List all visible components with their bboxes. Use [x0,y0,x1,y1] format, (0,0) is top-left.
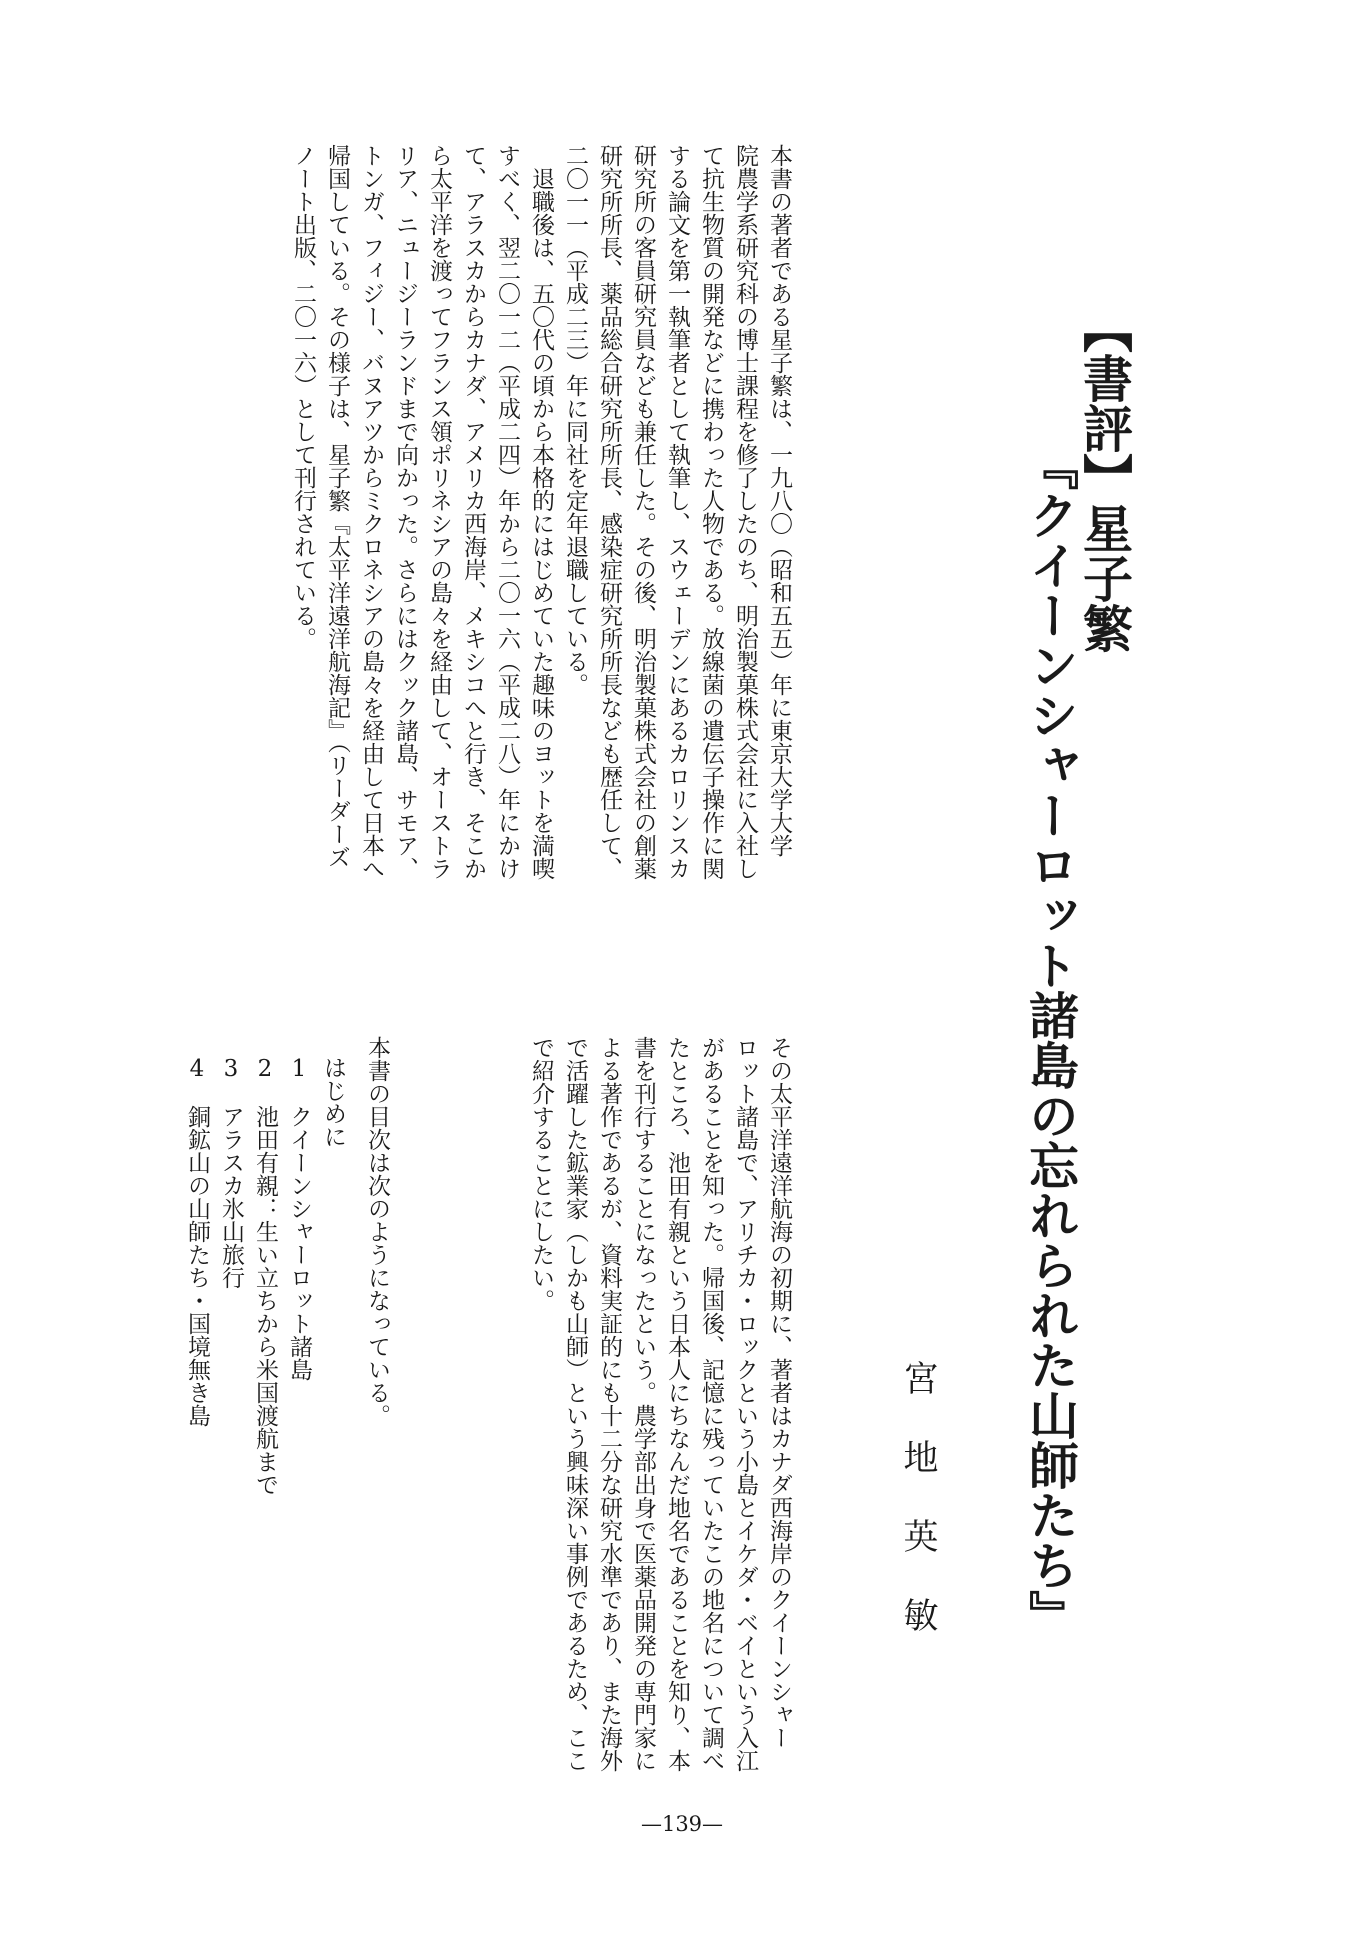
body-column: よる著作であるが、資料実証的にも十二分な研究水準であり、また海外 [596,1036,622,1772]
body-column: 院農学系研究科の博士課程を修了したのち、明治製菓株式会社に入社し [732,144,758,880]
body-column: 研究所の客員研究員なども兼任した。その後、明治製菓株式会社の創薬 [630,144,656,880]
body-column: で紹介することにしたい。 [528,1036,554,1312]
body-column: 研究所所長、薬品総合研究所所長、感染症研究所所長なども歴任して、 [596,144,622,880]
toc-item: 2 池田有親：生い立ちから米国渡航まで [252,1056,278,1496]
body-column: ロット諸島で、アリチカ・ロックという小島とイケダ・ベイという入江 [732,1036,758,1772]
body-column: する論文を第一執筆者として執筆し、スウェーデンにあるカロリンスカ [664,144,690,880]
toc-item: はじめに [320,1056,346,1148]
article-title-line2: 『クイーンシャーロット諸島の忘れられた山師たち』 [1021,440,1080,1640]
toc-intro: 本書の目次は次のようになっている。 [364,1036,390,1427]
body-column: すべく、翌二〇一二（平成二四）年から二〇一六（平成二八）年にかけ [494,144,520,880]
body-column: があることを知った。帰国後、記憶に残っていたこの地名について調べ [698,1036,724,1772]
body-column: 書を刊行することになったという。農学部出身で医薬品開発の専門家に [630,1036,656,1772]
body-column: ら太平洋を渡ってフランス領ポリネシアの島々を経由して、オーストラ [426,144,452,880]
body-column: リア、ニュージーランドまで向かった。さらにはクック諸島、サモア、 [392,144,418,880]
toc-item: 4 銅鉱山の山師たち・国境無き島 [184,1056,210,1427]
body-column: 二〇一一（平成二三）年に同社を定年退職している。 [562,144,588,696]
body-column: トンガ、フィジー、バヌアツからミクロネシアの島々を経由して日本へ [358,144,384,880]
toc-item: 1 クイーンシャーロット諸島 [286,1056,312,1381]
body-column: 帰国している。その様子は、星子繁『太平洋遠洋航海記』（リーダーズ [324,144,350,869]
article-title-line1: 【書評】星子繁 [1075,303,1134,653]
body-column: ノート出版、二〇一六）として刊行されている。 [290,144,316,650]
body-column: で活躍した鉱業家（しかも山師）という興味深い事例であるため、ここ [562,1036,588,1772]
author-name: 宮地英敏 [898,1360,938,1676]
toc-item: 3 アラスカ氷山旅行 [218,1056,244,1289]
body-column: その太平洋遠洋航海の初期に、著者はカナダ西海岸のクイーンシャー [766,1036,792,1749]
page-number: —139— [640,1812,724,1836]
body-column: 本書の著者である星子繁は、一九八〇（昭和五五）年に東京大学大学 [766,144,792,857]
body-column: て抗生物質の開発などに携わった人物である。放線菌の遺伝子操作に関 [698,144,724,880]
body-column: て、アラスカからカナダ、アメリカ西海岸、メキシコへと行き、そこか [460,144,486,880]
body-column: たところ、池田有親という日本人にちなんだ地名であることを知り、本 [664,1036,690,1772]
body-column: 退職後は、五〇代の頃から本格的にはじめていた趣味のヨットを満喫 [528,144,554,880]
